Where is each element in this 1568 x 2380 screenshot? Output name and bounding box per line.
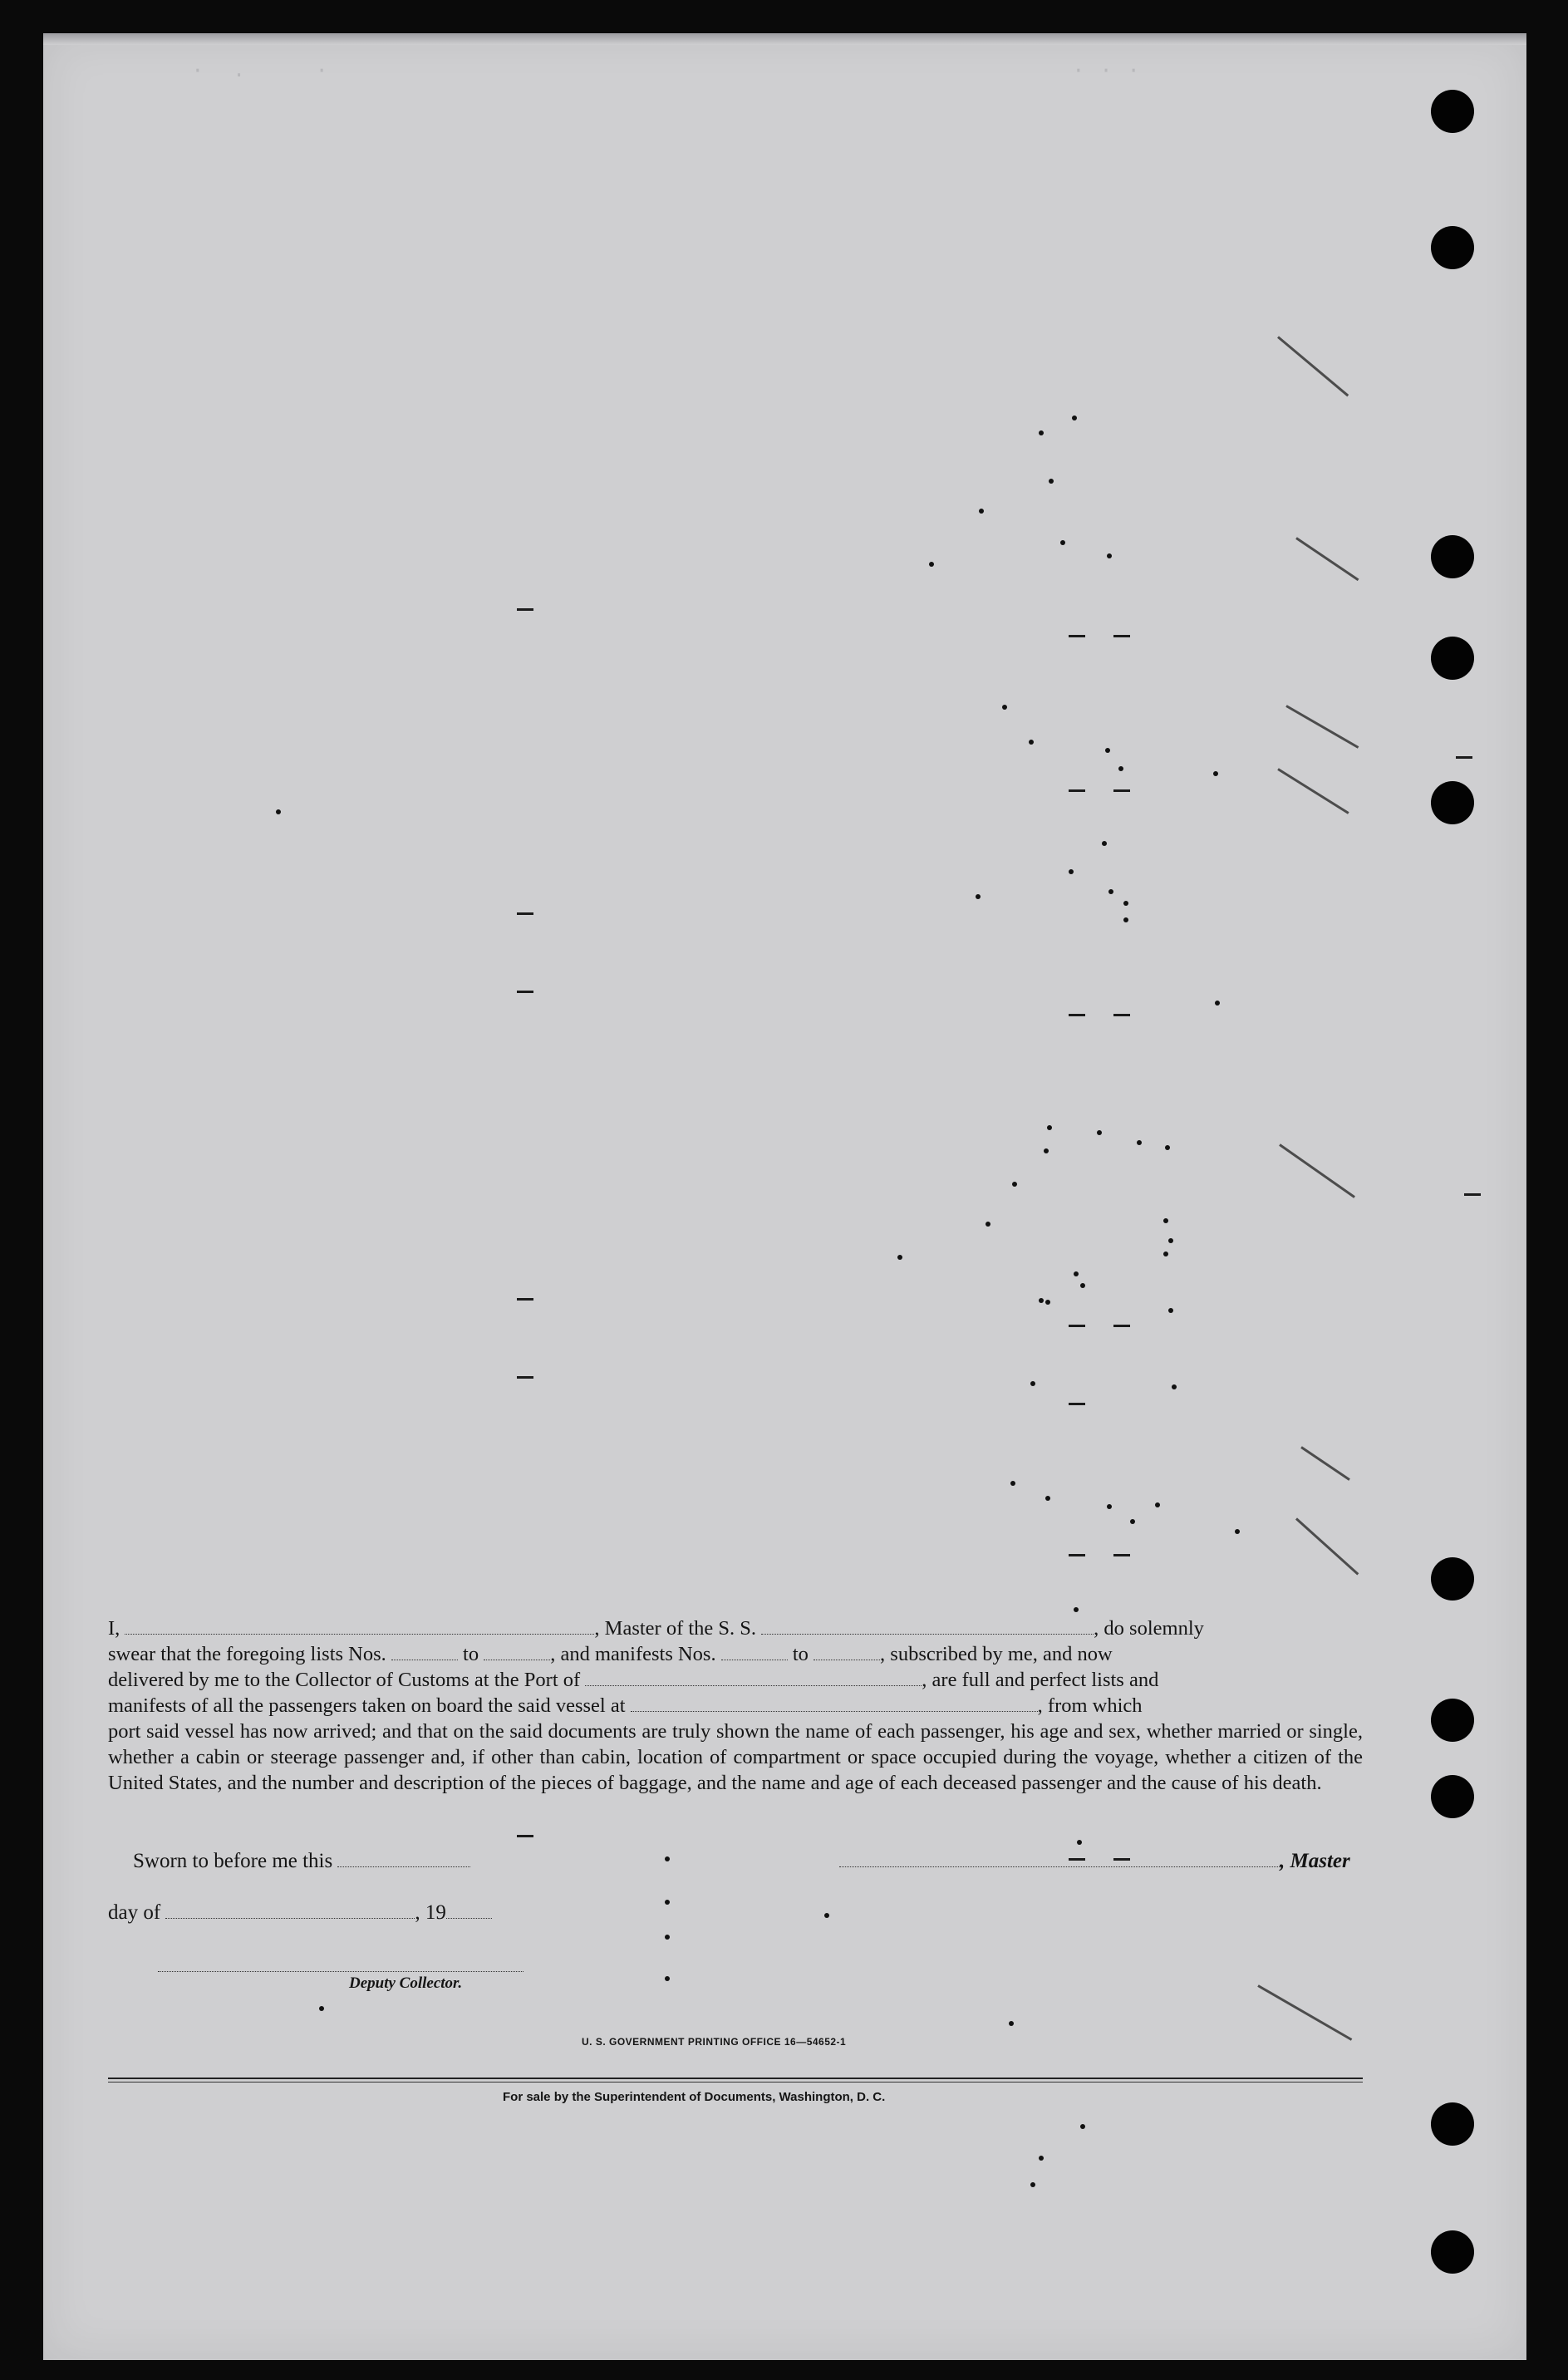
oath-body: port said vessel has now arrived; and that on the said documents are truly shown the name of each passenger, his age and sex, whether married or single, whether a cabin or steerage passenger and, if other than cabin, location of compartment or space occupied during the voyage, whether a citizen of the United States, and the number and description of the pieces of baggage, and the name and age of each deceased passenger and the cause of his death.: [108, 1720, 1363, 1794]
punch-hole: [1431, 781, 1474, 824]
day-of-label: day of: [108, 1901, 161, 1924]
sheet-top-edge: [43, 33, 1526, 45]
oath-text: , do solemnly: [1094, 1617, 1204, 1640]
punch-hole: [1431, 2230, 1474, 2274]
punch-hole: [1431, 1699, 1474, 1742]
month-blank[interactable]: [165, 1903, 415, 1919]
oath-text: , subscribed by me, and now: [880, 1643, 1113, 1665]
date-row: [108, 1901, 492, 1925]
sworn-label: Sworn to before me this: [133, 1850, 333, 1872]
punch-hole: [1431, 90, 1474, 133]
punch-hole: [1431, 1775, 1474, 1818]
master-signature-blank[interactable]: [839, 1851, 1280, 1867]
deputy-collector-label: Deputy Collector.: [349, 1974, 463, 1992]
sale-notice: For sale by the Superintendent of Documents, Washington, D. C.: [503, 2090, 886, 2104]
manifest-no-from-blank[interactable]: [721, 1645, 788, 1660]
master-signature-row: [839, 1850, 1350, 1873]
punch-hole: [1431, 637, 1474, 680]
sworn-day-blank[interactable]: [337, 1851, 470, 1867]
punch-hole: [1431, 1557, 1474, 1601]
oath-text: to: [463, 1643, 479, 1665]
printing-office-imprint: U. S. GOVERNMENT PRINTING OFFICE 16—54652-1: [582, 2036, 847, 2048]
oath-text: I,: [108, 1617, 120, 1640]
list-no-to-blank[interactable]: [484, 1645, 550, 1660]
port-name-blank[interactable]: [585, 1670, 922, 1686]
punch-hole: [1431, 226, 1474, 269]
oath-text: , are full and perfect lists and: [922, 1669, 1159, 1691]
oath-text: delivered by me to the Collector of Customs at the Port of: [108, 1669, 581, 1691]
master-name-blank[interactable]: [125, 1619, 594, 1635]
sworn-row: [133, 1850, 470, 1873]
master-label: , Master: [1280, 1850, 1350, 1872]
master-oath: [108, 1615, 1363, 1796]
oath-text: , Master of the S. S.: [594, 1617, 757, 1640]
oath-text: , and manifests Nos.: [550, 1643, 716, 1665]
punch-hole: [1431, 2102, 1474, 2146]
year-label: , 19: [415, 1901, 446, 1924]
manifest-no-to-blank[interactable]: [813, 1645, 880, 1660]
footer-rule: [108, 2078, 1363, 2079]
oath-text: manifests of all the passengers taken on board the said vessel at: [108, 1694, 626, 1717]
oath-text: swear that the foregoing lists Nos.: [108, 1643, 386, 1665]
departure-port-blank[interactable]: [631, 1696, 1038, 1712]
year-blank[interactable]: [446, 1903, 492, 1919]
oath-text: , from which: [1037, 1694, 1143, 1717]
list-no-from-blank[interactable]: [391, 1645, 458, 1660]
deputy-signature-line[interactable]: [158, 1971, 523, 1972]
ship-name-blank[interactable]: [761, 1619, 1094, 1635]
punch-hole: [1431, 535, 1474, 578]
oath-text: to: [792, 1643, 809, 1665]
